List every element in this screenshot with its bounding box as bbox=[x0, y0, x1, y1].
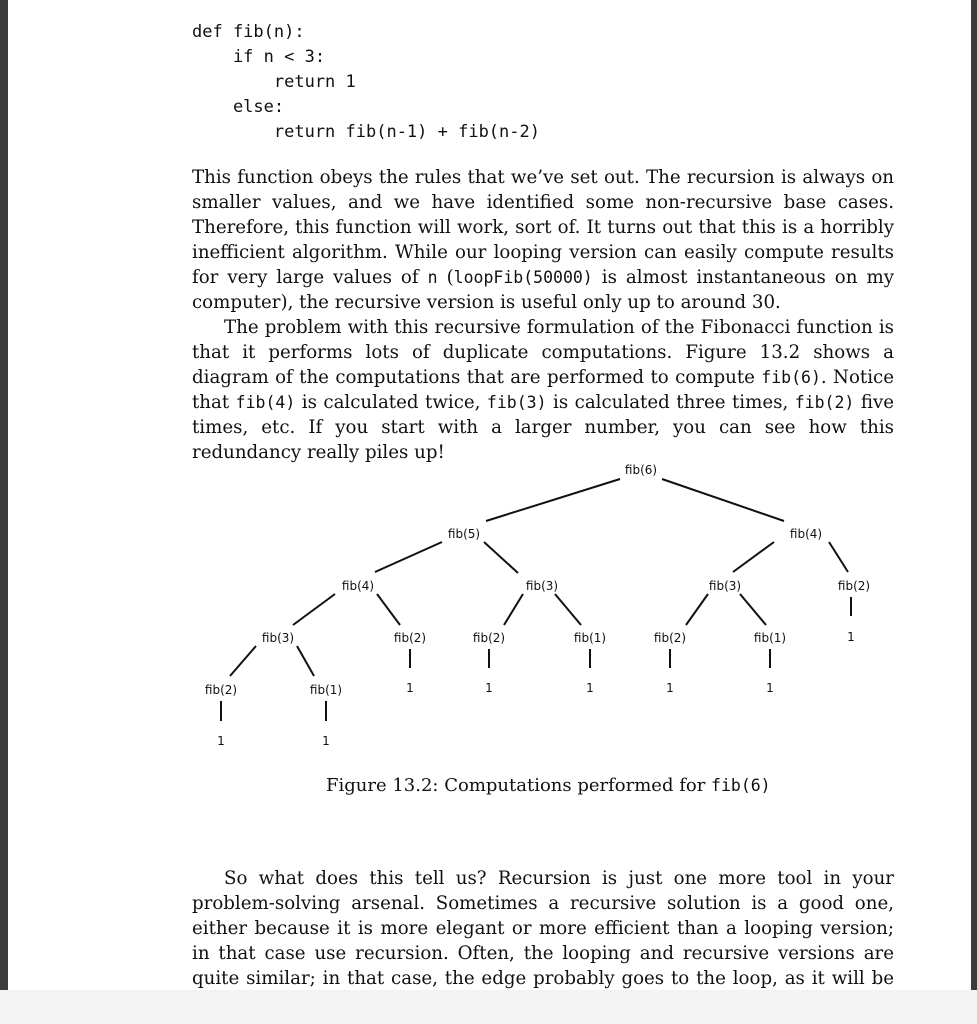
text-run: The problem with this recursive formulation of the Fibonacci function is that it performs lots of duplicate computations. Figure 13.2 shows a diagram of the computations that are performed to compute bbox=[192, 317, 894, 388]
inline-code: loopFib(50000) bbox=[453, 268, 593, 287]
tree-node: fib(4) bbox=[341, 579, 375, 593]
tree-node: fib(2) bbox=[837, 579, 871, 593]
text-run: This function obeys the rules that we’ve set out. The recursion is always on smaller values, and we have identified some non-recursive base cases. Therefore, this function will work, sort of. It turns out that this is a horribly inefficient algorithm. While our looping version can easily compute results for very large values of bbox=[192, 167, 894, 288]
tree-edge bbox=[555, 594, 581, 625]
code-line: if n < 3: bbox=[192, 47, 326, 67]
document-page bbox=[8, 0, 971, 1024]
code-line: return fib(n-1) + fib(n-2) bbox=[192, 122, 540, 142]
tree-edge bbox=[293, 594, 335, 625]
inline-code: fib(4) bbox=[235, 393, 296, 412]
inline-code: fib(6) bbox=[761, 368, 821, 387]
inline-code: fib(6) bbox=[711, 776, 771, 795]
tree-edge bbox=[484, 542, 518, 573]
tree-edge bbox=[733, 542, 774, 572]
tree-node: fib(2) bbox=[204, 683, 238, 697]
tree-edge bbox=[662, 479, 784, 521]
tree-edge bbox=[377, 594, 400, 625]
text-run: So what does this tell us? Recursion is just one more tool in your problem-solving arsenal. Sometimes a recursive solution is a good one, either because it is more elegant or more efficient than a looping version; in that case use recursion. Often, the looping and recursive versions are quite similar; in that case, the edge probably goes to the loop, as it will be bbox=[192, 868, 894, 989]
tree-edge bbox=[504, 594, 523, 625]
text-run: . Notice that bbox=[192, 367, 894, 413]
tree-node: fib(1) bbox=[753, 631, 787, 645]
tree-leaf: 1 bbox=[847, 630, 855, 644]
figure-caption bbox=[326, 775, 771, 796]
tree-leaf: 1 bbox=[485, 681, 493, 695]
viewer-bottom-bar bbox=[0, 990, 977, 1024]
paragraph-2 bbox=[192, 315, 894, 465]
tree-node: fib(6) bbox=[624, 463, 658, 477]
tree-node: fib(1) bbox=[573, 631, 607, 645]
tree-leaf: 1 bbox=[406, 681, 414, 695]
fib-call-tree-diagram bbox=[8, 455, 971, 755]
code-line: else: bbox=[192, 97, 285, 117]
tree-node: fib(2) bbox=[472, 631, 506, 645]
caption-text: Figure 13.2: Computations performed for bbox=[326, 775, 712, 796]
text-run: is calculated three times, bbox=[546, 392, 795, 413]
text-run: five times, etc. If you start with a larger number, you can see how this redundancy really piles up! bbox=[192, 392, 894, 463]
text-run: ( bbox=[437, 267, 454, 288]
tree-leaf: 1 bbox=[586, 681, 594, 695]
tree-node: fib(2) bbox=[393, 631, 427, 645]
tree-leaf: 1 bbox=[766, 681, 774, 695]
inline-code: fib(3) bbox=[486, 393, 547, 412]
tree-edge bbox=[297, 646, 314, 676]
tree-node: fib(3) bbox=[525, 579, 559, 593]
tree-edge bbox=[829, 542, 848, 572]
code-line: return 1 bbox=[192, 72, 356, 92]
tree-node: fib(3) bbox=[261, 631, 295, 645]
tree-leaf: 1 bbox=[666, 681, 674, 695]
inline-code: fib(2) bbox=[794, 393, 855, 412]
text-run: is almost instantaneous on my computer), the recursive version is useful only up to around 30. bbox=[192, 267, 894, 313]
tree-leaf: 1 bbox=[322, 734, 330, 748]
code-line: def fib(n): bbox=[192, 22, 305, 42]
tree-edge bbox=[686, 594, 708, 625]
paragraph-1 bbox=[192, 165, 894, 315]
tree-edge bbox=[486, 479, 620, 521]
inline-code: n bbox=[427, 268, 438, 287]
tree-leaf: 1 bbox=[217, 734, 225, 748]
tree-node: fib(3) bbox=[708, 579, 742, 593]
tree-node: fib(1) bbox=[309, 683, 343, 697]
tree-edge bbox=[375, 542, 442, 572]
text-run: is calculated twice, bbox=[295, 392, 487, 413]
tree-edge bbox=[740, 594, 766, 625]
tree-node: fib(5) bbox=[447, 527, 481, 541]
tree-edge bbox=[230, 646, 256, 676]
tree-node: fib(4) bbox=[789, 527, 823, 541]
tree-node: fib(2) bbox=[653, 631, 687, 645]
